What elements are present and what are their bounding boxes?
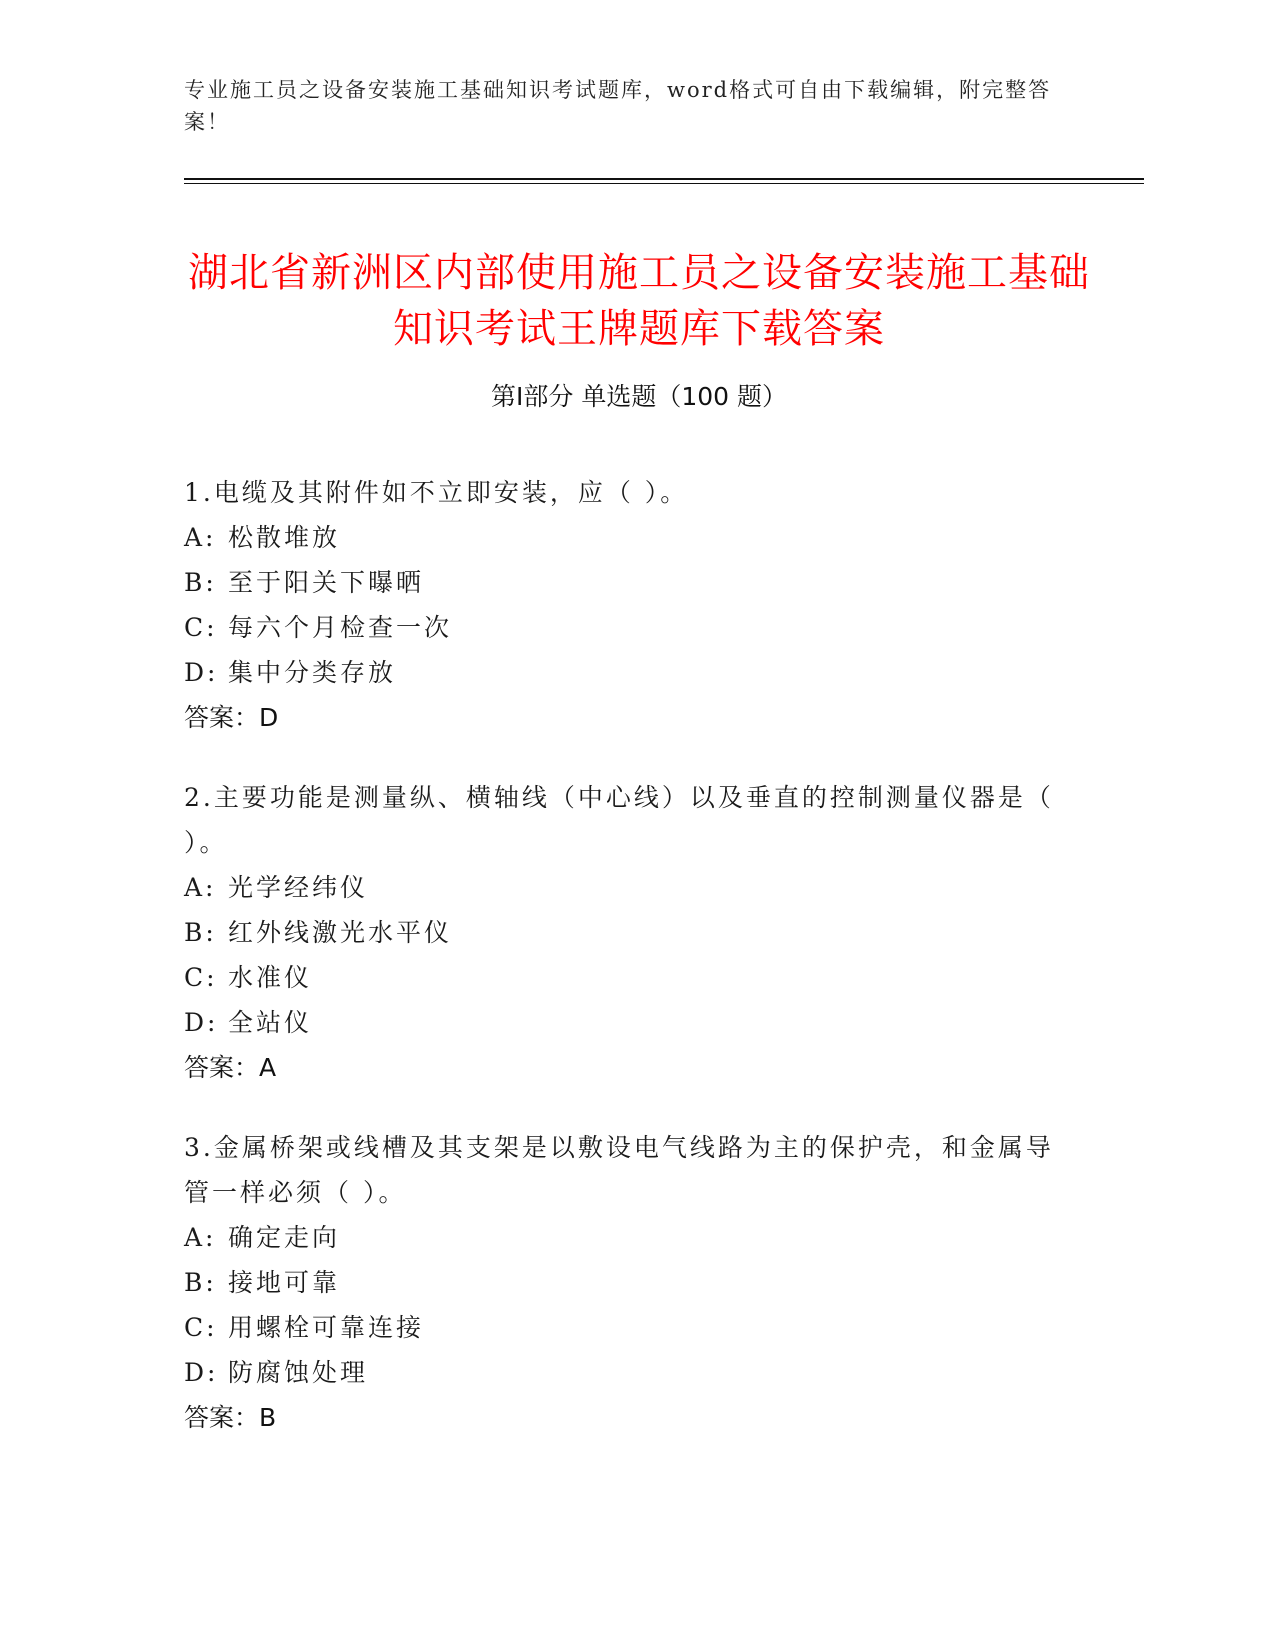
option-key: B:: [184, 568, 217, 597]
option-text: 确定走向: [228, 1223, 341, 1252]
answer: 答案：B: [184, 1403, 277, 1432]
option-d: [184, 1350, 1064, 1395]
option-text: 水准仪: [228, 963, 313, 992]
option-d: [184, 650, 1064, 695]
option-c: [184, 955, 1064, 1000]
option-a: [184, 1215, 1064, 1260]
question-list: [184, 470, 1064, 1475]
option-key: C:: [184, 613, 218, 642]
option-key: B:: [184, 1268, 217, 1297]
question-stem: 3.金属桥架或线槽及其支架是以敷设电气线路为主的保护壳，和金属导管一样必须（ ）。: [184, 1133, 1054, 1207]
option-c: [184, 605, 1064, 650]
option-key: A:: [184, 873, 217, 902]
option-b: [184, 1260, 1064, 1305]
question-stem: 2.主要功能是测量纵、横轴线（中心线）以及垂直的控制测量仪器是（ ）。: [184, 783, 1054, 857]
option-key: D:: [184, 1008, 219, 1037]
option-text: 红外线激光水平仪: [228, 918, 453, 947]
option-key: A:: [184, 1223, 217, 1252]
answer: 答案：D: [184, 703, 279, 732]
question-1: [184, 470, 1064, 740]
option-text: 松散堆放: [228, 523, 341, 552]
option-key: D:: [184, 658, 219, 687]
option-text: 集中分类存放: [228, 658, 397, 687]
answer: 答案：A: [184, 1053, 277, 1082]
option-text: 至于阳关下曝晒: [228, 568, 425, 597]
header-rule-thick: [184, 178, 1144, 180]
option-text: 接地可靠: [228, 1268, 341, 1297]
option-text: 每六个月检查一次: [228, 613, 453, 642]
section-heading: 第Ⅰ部分 单选题（100 题）: [491, 382, 787, 411]
question-2: [184, 775, 1064, 1090]
option-c: [184, 1305, 1064, 1350]
option-text: 全站仪: [228, 1008, 313, 1037]
question-stem: 1.电缆及其附件如不立即安装，应（ ）。: [184, 478, 689, 507]
question-3: [184, 1125, 1064, 1440]
option-key: D:: [184, 1358, 219, 1387]
option-d: [184, 1000, 1064, 1045]
header-rule-thin: [184, 183, 1144, 184]
option-a: [184, 515, 1064, 560]
option-b: [184, 560, 1064, 605]
option-key: B:: [184, 918, 217, 947]
option-a: [184, 865, 1064, 910]
option-text: 光学经纬仪: [228, 873, 369, 902]
header-note: 专业施工员之设备安装施工基础知识考试题库，word格式可自由下载编辑，附完整答案！: [184, 78, 1052, 134]
option-key: C:: [184, 1313, 218, 1342]
option-text: 防腐蚀处理: [228, 1358, 369, 1387]
option-b: [184, 910, 1064, 955]
option-key: C:: [184, 963, 218, 992]
option-text: 用螺栓可靠连接: [228, 1313, 425, 1342]
document-title: 湖北省新洲区内部使用施工员之设备安装施工基础知识考试王牌题库下载答案: [188, 249, 1090, 352]
option-key: A:: [184, 523, 217, 552]
